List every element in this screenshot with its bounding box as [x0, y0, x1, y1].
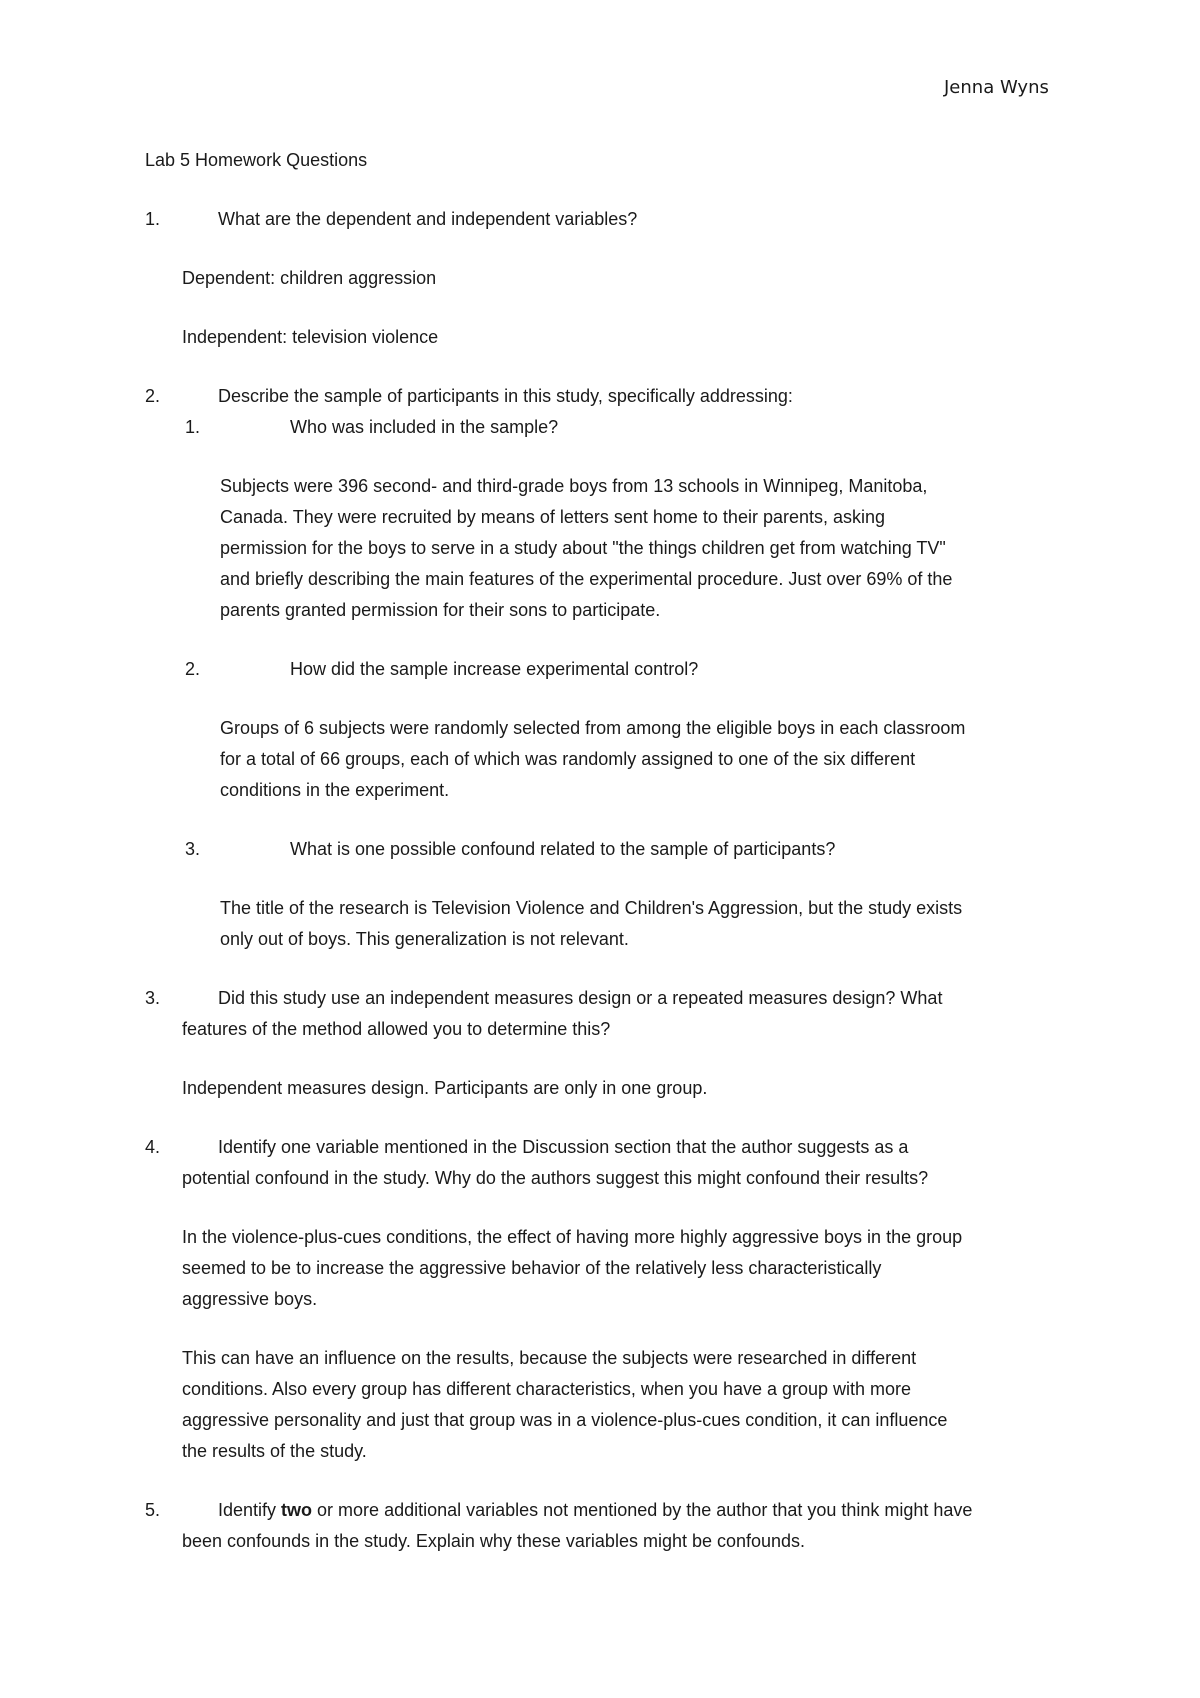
q2-sub1-number: 1.: [185, 417, 201, 437]
q2-sub3-number: 3.: [185, 839, 201, 859]
q4-answer1-line: seemed to be to increase the aggressive behavior of the relatively less characteristically: [182, 1258, 882, 1278]
q4-answer1-line: In the violence-plus-cues conditions, the effect of having more highly aggressive boys in the group: [182, 1227, 963, 1247]
q2-sub3-question: What is one possible confound related to the sample of participants?: [290, 839, 836, 859]
q4-answer2-line: This can have an influence on the results, because the subjects were researched in different: [182, 1348, 917, 1368]
q1-number: 1.: [145, 209, 161, 229]
q4-answer2-line: conditions. Also every group has different characteristics, when you have a group with more: [182, 1379, 912, 1399]
q2-number: 2.: [145, 386, 161, 406]
q3-number: 3.: [145, 988, 161, 1008]
q4-answer2-line: the results of the study.: [182, 1441, 367, 1461]
q2-sub1-answer-line: Canada. They were recruited by means of letters sent home to their parents, asking: [220, 507, 886, 527]
q2-sub2-answer-line: conditions in the experiment.: [220, 780, 450, 800]
q1-answer-independent: Independent: television violence: [182, 327, 439, 347]
q4-question-line2: potential confound in the study. Why do the authors suggest this might confound their results?: [182, 1168, 929, 1188]
q5-question-suffix: or more additional variables not mentioned by the author that you think might have: [312, 1500, 973, 1520]
q2-sub1-question: Who was included in the sample?: [290, 417, 559, 437]
q3-question-line2: features of the method allowed you to determine this?: [182, 1019, 611, 1039]
q4-answer1-line: aggressive boys.: [182, 1289, 318, 1309]
q4-number: 4.: [145, 1137, 161, 1157]
q2-sub2-answer-line: for a total of 66 groups, each of which was randomly assigned to one of the six different: [220, 749, 916, 769]
q5-number: 5.: [145, 1500, 161, 1520]
q2-sub2-question: How did the sample increase experimental control?: [290, 659, 699, 679]
q2-sub1-answer-line: Subjects were 396 second- and third-grade boys from 13 schools in Winnipeg, Manitoba,: [220, 476, 928, 496]
q5-question-bold: two: [281, 1500, 313, 1520]
q2-sub1-answer-line: parents granted permission for their sons to participate.: [220, 600, 661, 620]
q5-question-line2: been confounds in the study. Explain why these variables might be confounds.: [182, 1531, 806, 1551]
q2-sub2-number: 2.: [185, 659, 201, 679]
q2-question: Describe the sample of participants in this study, specifically addressing:: [218, 386, 793, 406]
author-name: Jenna Wyns: [944, 77, 1049, 98]
q1-question: What are the dependent and independent variables?: [218, 209, 638, 229]
q2-sub1-answer-line: and briefly describing the main features of the experimental procedure. Just over 69% of the: [220, 569, 953, 589]
q5-question-line1: [218, 1495, 972, 1526]
q5-question-prefix: Identify: [218, 1500, 282, 1520]
q2-sub2-answer-line: Groups of 6 subjects were randomly selected from among the eligible boys in each classroom: [220, 718, 966, 738]
q3-question-line1: Did this study use an independent measures design or a repeated measures design? What: [218, 988, 943, 1008]
q3-answer: Independent measures design. Participants are only in one group.: [182, 1078, 708, 1098]
q1-answer-dependent: Dependent: children aggression: [182, 268, 437, 288]
q4-question-line1: Identify one variable mentioned in the Discussion section that the author suggests as a: [218, 1137, 909, 1157]
document-title: Lab 5 Homework Questions: [145, 150, 368, 170]
q4-answer2-line: aggressive personality and just that group was in a violence-plus-cues condition, it can influence: [182, 1410, 948, 1430]
q2-sub3-answer-line: only out of boys. This generalization is not relevant.: [220, 929, 629, 949]
q2-sub1-answer-line: permission for the boys to serve in a study about "the things children get from watching TV": [220, 538, 946, 558]
q2-sub3-answer-line: The title of the research is Television Violence and Children's Aggression, but the study exists: [220, 898, 963, 918]
